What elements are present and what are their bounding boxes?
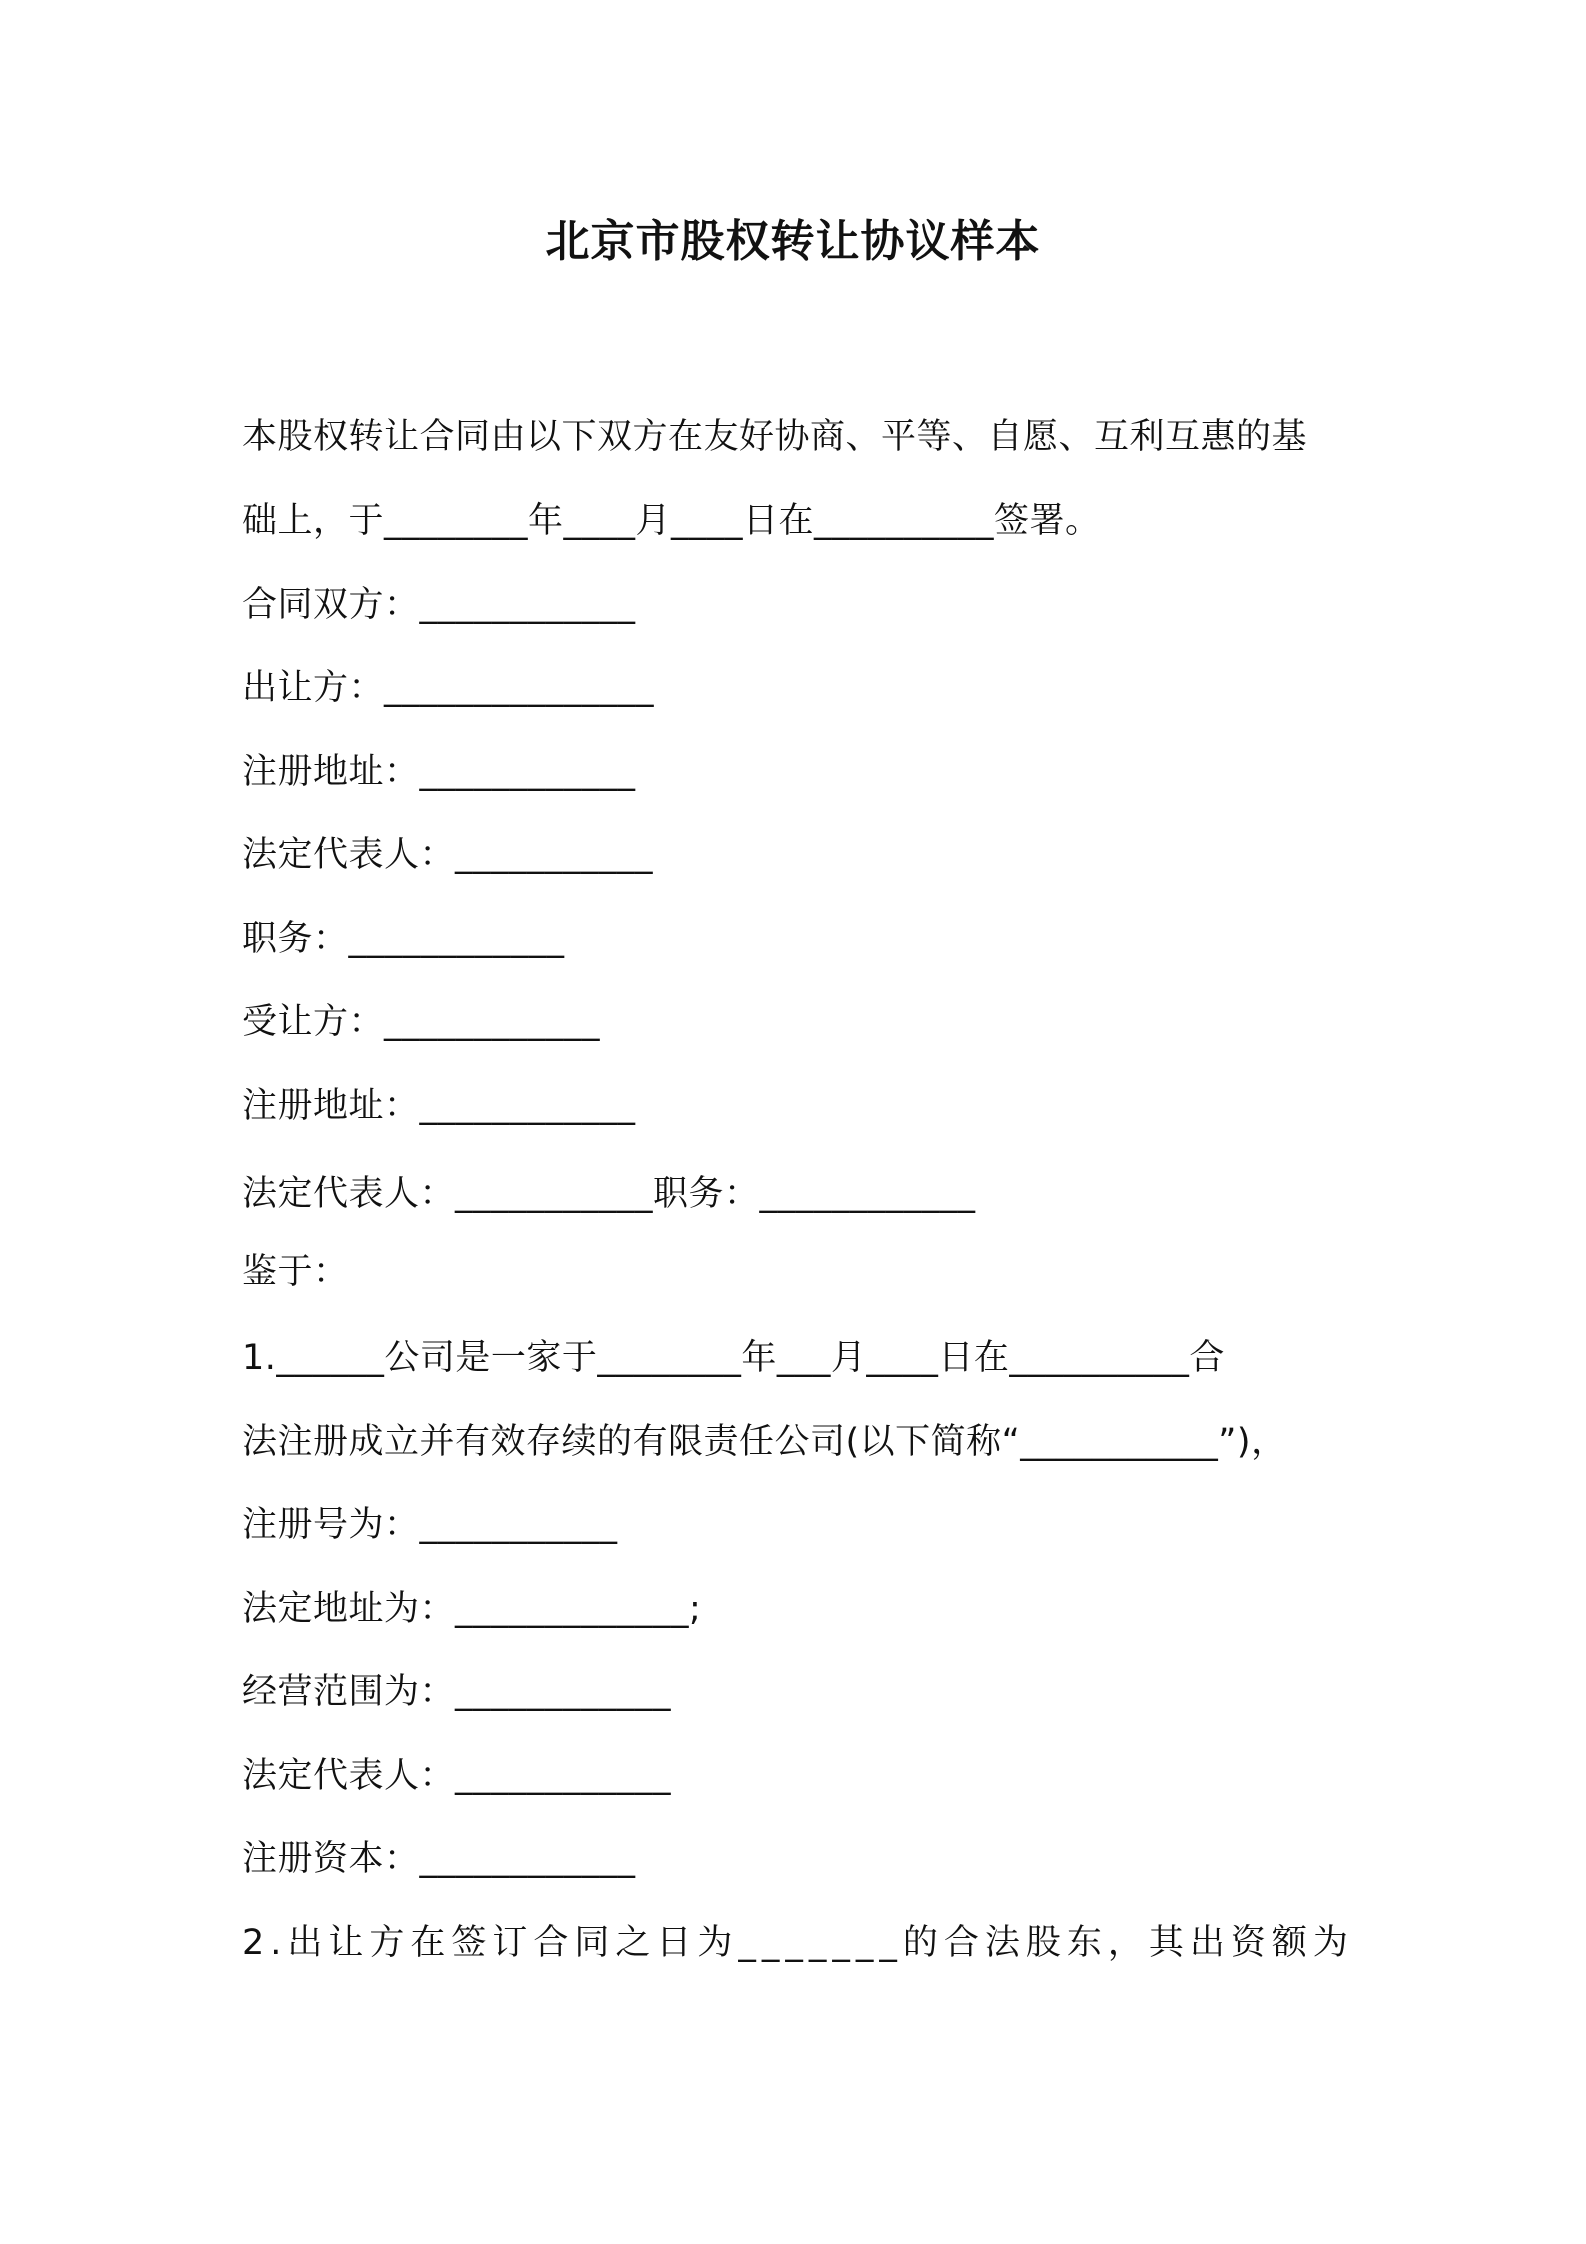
transferor-legal-rep-field: 法定代表人：___________ bbox=[242, 835, 654, 875]
legal-address-field: 法定地址为：_____________; bbox=[242, 1589, 702, 1629]
transferor-address-field: 注册地址：____________ bbox=[242, 752, 636, 792]
registration-number-field: 注册号为：___________ bbox=[242, 1505, 618, 1545]
intro-line-2: 础上，于________年____月____日在__________签署。 bbox=[242, 501, 1101, 541]
whereas-heading: 鉴于： bbox=[242, 1252, 349, 1292]
transferee-legal-rep-position-field: 法定代表人：___________职务：____________ bbox=[242, 1174, 976, 1214]
transferor-field: 出让方：_______________ bbox=[242, 668, 655, 708]
document-title: 北京市股权转让协议样本 bbox=[545, 216, 1041, 267]
transferee-field: 受让方：____________ bbox=[242, 1002, 601, 1042]
registered-capital-field: 注册资本：____________ bbox=[242, 1839, 636, 1879]
intro-line-1: 本股权转让合同由以下双方在友好协商、平等、自愿、互利互惠的基 bbox=[242, 417, 1308, 457]
transferee-address-field: 注册地址：____________ bbox=[242, 1086, 636, 1126]
contract-parties-field: 合同双方：____________ bbox=[242, 585, 636, 625]
clause-1-line-2: 法注册成立并有效存续的有限责任公司(以下简称“___________”)， bbox=[242, 1422, 1287, 1462]
clause-2-line-1: 2.出让方在签订合同之日为_______的合法股东，其出资额为 bbox=[242, 1923, 1354, 1963]
transferor-position-field: 职务：____________ bbox=[242, 919, 565, 959]
clause-1-line-1: 1.______公司是一家于________年___月____日在__________合 bbox=[242, 1338, 1225, 1378]
business-scope-field: 经营范围为：____________ bbox=[242, 1672, 672, 1712]
company-legal-rep-field: 法定代表人：____________ bbox=[242, 1756, 672, 1796]
